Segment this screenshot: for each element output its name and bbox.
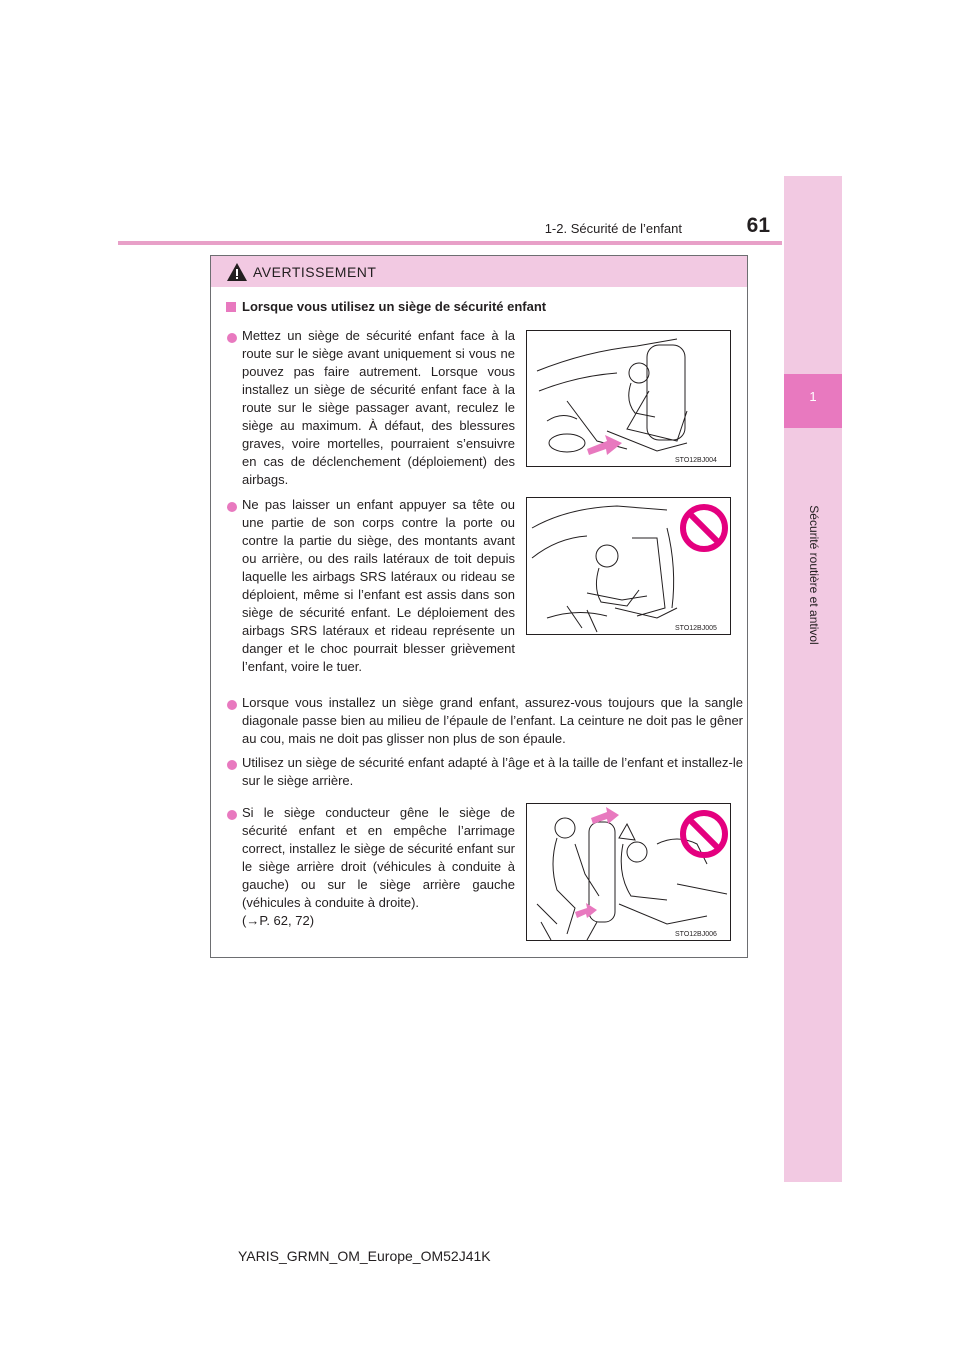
chapter-number: 1 [809,389,817,404]
square-bullet-icon [226,302,236,312]
warning-item-1: Mettez un siège de sécurité enfant face à la route sur le siège avant uniquement si vous ne pouvez pas faire autrement. Lorsque vous installez un siège de sécurité enfant face à la route sur le siège passager avant, reculez le siège au maximum. À défaut, des blessures graves, voire mortelles, pourraient s’ensuivre en cas de déclenchement (déploiement) des airbags. [242,328,515,487]
child-seat-front-illustration-icon [527,331,731,467]
bullet-icon [227,700,237,710]
illustration-child-leaning-door [526,497,731,635]
section-title: 1-2. Sécurité de l’enfant [544,221,682,236]
warning-subheading-text: Lorsque vous utilisez un siège de sécurité enfant [242,299,547,314]
warning-item-3: Lorsque vous installez un siège grand enfant, assurez-vous toujours que la sangle diagonale passe bien au milieu de l’épaule de l’enfant. La ceinture ne doit pas le gêner au cou, mais ne doit pas glisser non plus de son épaule. [242,695,743,746]
prohibited-icon [679,809,729,859]
image-code: STO12BJ004 [675,457,717,464]
header-rule [118,241,782,245]
warning-item-2: Ne pas laisser un enfant appuyer sa tête ou une partie de son corps contre la porte ou contre la partie du siège, des montants avant ou arrière, ou des rails latéraux de toit depuis laquelle les airbags SRS latéraux ou rideau se déploient, même si l’enfant est assis dans son siège de sécurité enfant. Le déploiement des airbags SRS latéraux et rideau représente un danger et le choc pourrait blesser grièvement l’enfant, voire le tuer. [242,497,515,674]
warning-item-4: Utilisez un siège de sécurité enfant adapté à l’âge et à la taille de l’enfant et installez-le sur le siège arrière. [242,755,743,788]
page-number: 61 [746,214,770,237]
warning-title: AVERTISSEMENT [253,264,377,280]
warning-item-5: Si le siège conducteur gêne le siège de sécurité enfant et en empêche l’arrimage correct, installez le siège de sécurité enfant sur le siège arrière droit (véhicules à conduite à gauche) ou sur le siège arrière gauche (véhicules à conduite à droite). [242,805,515,910]
bullet-icon [227,502,237,512]
bullet-icon [227,760,237,770]
image-code: STO12BJ005 [675,625,717,632]
document-id: YARIS_GRMN_OM_Europe_OM52J41K [238,1248,491,1264]
chapter-title: Sécurité routière et antivol [807,505,821,645]
bullet-icon [227,810,237,820]
prohibited-icon [679,503,729,553]
illustration-child-seat-front [526,330,731,467]
bullet-icon [227,333,237,343]
warning-subheading [226,299,546,314]
page-reference[interactable]: (→P. 62, 72) [242,913,315,928]
illustration-driver-seat-interference [526,803,731,941]
image-code: STO12BJ006 [675,931,717,938]
warning-triangle-icon [226,262,248,282]
